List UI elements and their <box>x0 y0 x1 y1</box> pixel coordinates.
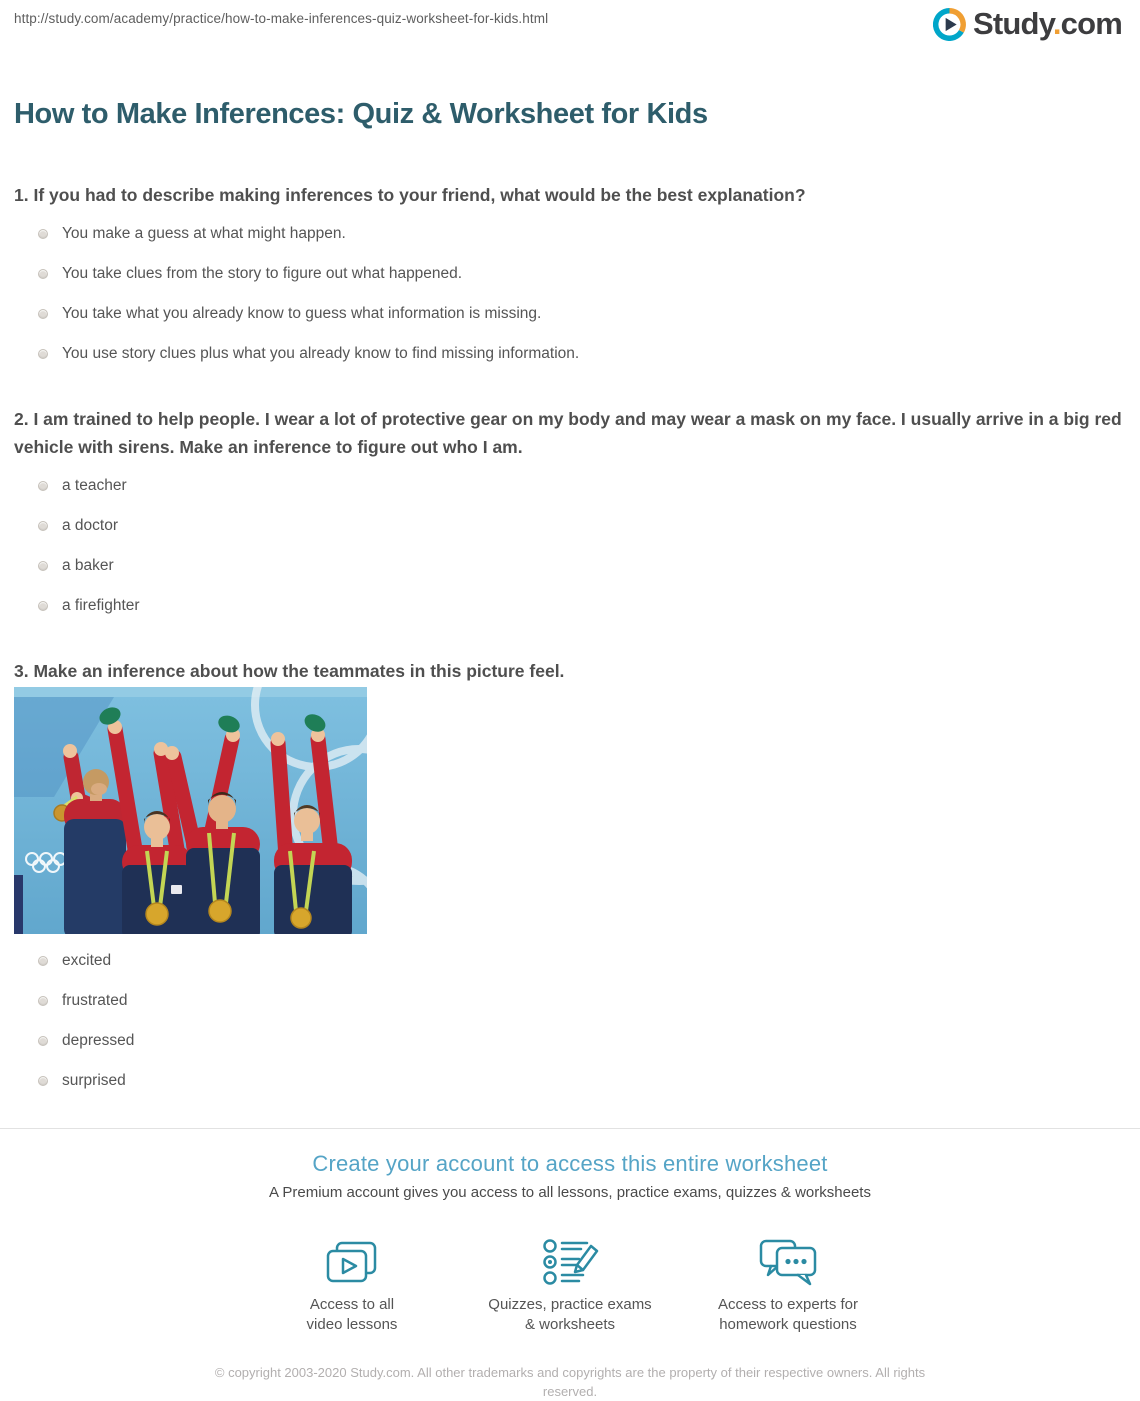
answer-option[interactable] <box>14 1061 1126 1101</box>
radio-button[interactable] <box>38 956 48 966</box>
section-divider <box>0 1128 1140 1129</box>
feature-caption: Access to all video lessons <box>306 1296 398 1333</box>
radio-button[interactable] <box>38 481 48 491</box>
feature-experts <box>679 1235 897 1335</box>
question-1-options <box>14 214 1126 374</box>
question-3-options <box>14 941 1126 1101</box>
answer-option[interactable] <box>14 466 1126 506</box>
radio-button[interactable] <box>38 996 48 1006</box>
answer-option[interactable] <box>14 941 1126 981</box>
option-label: depressed <box>62 1032 135 1049</box>
cta-subheading: A Premium account gives you access to all lessons, practice exams, quizzes & worksheets <box>269 1184 871 1201</box>
page-header <box>0 0 1140 50</box>
copyright-notice: © copyright 2003-2020 Study.com. All other trademarks and copyrights are the property of their respective owners. All rights reserved. <box>214 1365 926 1399</box>
page-title: How to Make Inferences: Quiz & Worksheet for Kids <box>14 98 708 130</box>
radio-button[interactable] <box>38 521 48 531</box>
question-2-options <box>14 466 1126 626</box>
feature-list <box>0 1235 1140 1335</box>
answer-option[interactable] <box>14 1021 1126 1061</box>
answer-option[interactable] <box>14 294 1126 334</box>
radio-button[interactable] <box>38 1076 48 1086</box>
answer-option[interactable] <box>14 254 1126 294</box>
radio-button[interactable] <box>38 349 48 359</box>
option-label: a teacher <box>62 477 127 494</box>
feature-caption: Access to experts for homework questions <box>717 1296 859 1333</box>
chat-experts-icon <box>759 1239 817 1287</box>
radio-button[interactable] <box>38 601 48 611</box>
option-label: excited <box>62 952 112 969</box>
question-3-text: 3. Make an inference about how the teammates in this picture feel. <box>14 661 565 681</box>
answer-option[interactable] <box>14 214 1126 254</box>
answer-option[interactable] <box>14 981 1126 1021</box>
cta-heading: Create your account to access this entire worksheet <box>312 1151 828 1176</box>
video-lessons-icon <box>326 1241 378 1287</box>
answer-option[interactable] <box>14 546 1126 586</box>
radio-button[interactable] <box>38 229 48 239</box>
question-3 <box>14 657 1126 1101</box>
swim-team-podium-photo <box>14 687 367 934</box>
option-label: You take clues from the story to figure out what happened. <box>62 265 463 282</box>
question-2 <box>14 405 1126 626</box>
question-1-text: 1. If you had to describe making inferences to your friend, what would be the best explanation? <box>14 185 806 205</box>
studycom-logo[interactable] <box>933 6 1122 42</box>
question-2-text: 2. I am trained to help people. I wear a lot of protective gear on my body and may wear a mask on my face. I usually arrive in a big red vehicle with sirens. Make an inference to figure out who I am. <box>14 409 1122 457</box>
option-label: You use story clues plus what you already know to find missing information. <box>62 345 580 362</box>
radio-button[interactable] <box>38 1036 48 1046</box>
option-label: a doctor <box>62 517 119 534</box>
quiz-pencil-icon <box>541 1237 599 1287</box>
option-label: a firefighter <box>62 597 140 614</box>
feature-quizzes <box>461 1235 679 1335</box>
feature-video-lessons <box>243 1235 461 1335</box>
answer-option[interactable] <box>14 334 1126 374</box>
option-label: You make a guess at what might happen. <box>62 225 346 242</box>
answer-option[interactable] <box>14 506 1126 546</box>
logo-wordmark: Study.com <box>973 6 1122 41</box>
page-url: http://study.com/academy/practice/how-to-make-inferences-quiz-worksheet-for-kids.html <box>14 11 549 26</box>
option-label: a baker <box>62 557 114 574</box>
play-circle-icon <box>933 8 966 41</box>
radio-button[interactable] <box>38 269 48 279</box>
radio-button[interactable] <box>38 309 48 319</box>
radio-button[interactable] <box>38 561 48 571</box>
question-1 <box>14 181 1126 374</box>
option-label: frustrated <box>62 992 128 1009</box>
feature-caption: Quizzes, practice exams & worksheets <box>488 1296 652 1333</box>
answer-option[interactable] <box>14 586 1126 626</box>
option-label: You take what you already know to guess what information is missing. <box>62 305 542 322</box>
option-label: surprised <box>62 1072 126 1089</box>
